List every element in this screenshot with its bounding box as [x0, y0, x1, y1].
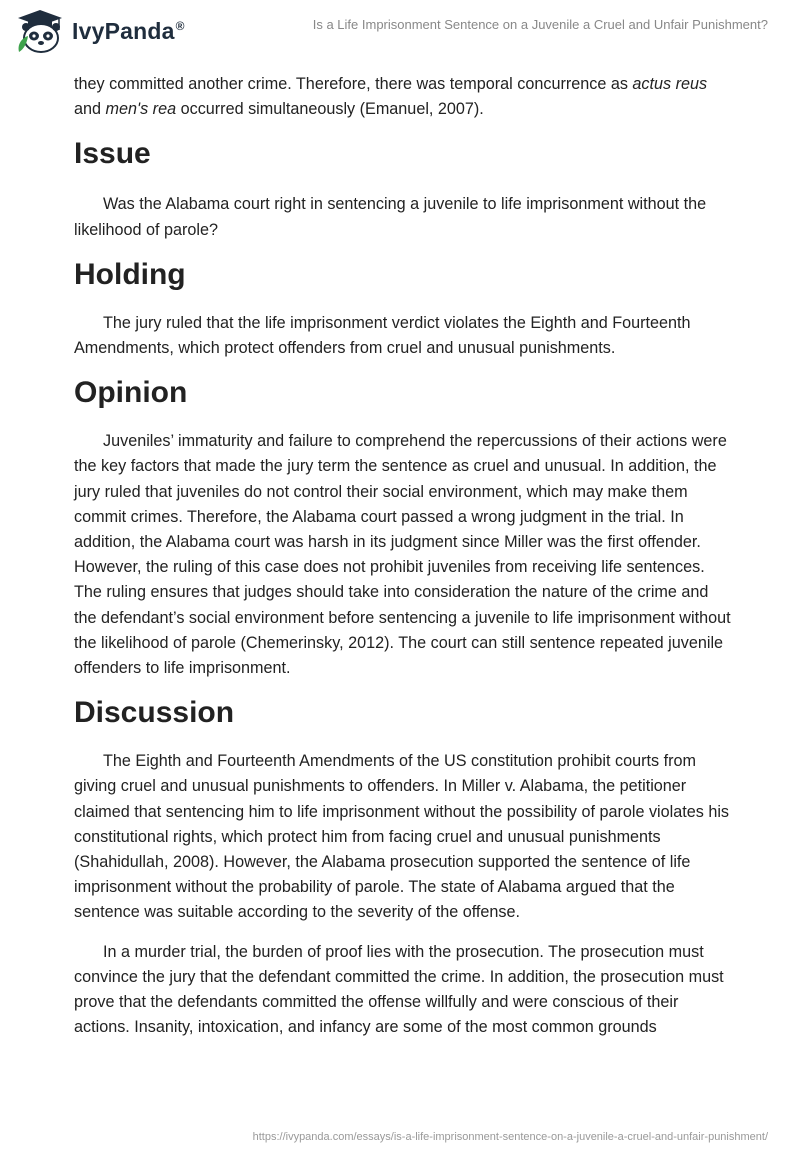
- holding-paragraph: The jury ruled that the life imprisonment verdict violates the Eighth and Fourteenth Amendments, which protect offenders from cruel and unusual punishments.: [74, 313, 691, 358]
- panda-logo-icon: [14, 8, 66, 54]
- issue-heading: Issue: [74, 137, 151, 171]
- discussion-paragraph-2: In a murder trial, the burden of proof lies with the prosecution. The prosecution must convince the jury that the defendant committed the crime. In addition, the prosecution must prove that the defendants committed the offense willfully and were conscious of their actions. Insanity, intoxication, and infancy are some of the most common grounds: [74, 942, 724, 1037]
- intro-paragraph: they committed another crime. Therefore, there was temporal concurrence as actus reus and men's rea occurred simultaneously (Emanuel, 2007).: [74, 75, 708, 119]
- holding-heading: Holding: [74, 257, 186, 291]
- issue-paragraph: Was the Alabama court right in sentencing a juvenile to life imprisonment without the likelihood of parole?: [74, 195, 707, 239]
- essay-body: [74, 72, 734, 1054]
- discussion-heading: Discussion: [74, 696, 235, 730]
- opinion-paragraph: Juveniles’ immaturity and failure to comprehend the repercussions of their actions were the key factors that made the jury term the sentence as cruel and unusual. In addition, the jury ruled that juveniles do not control their social environment, which may make them commit crimes. Therefore, the Alabama court passed a wrong judgment in the trial. In addition, the Alabama court was harsh in its judgment since Miller was the first offender. However, the ruling of this case does not prohibit juveniles from receiving life sentences. The ruling ensures that judges should take into consideration the nature of the crime and the defendant’s social environment before sentencing a juvenile to life imprisonment without the likelihood of parole (Chemerinsky, 2012). The court can still sentence repeated juvenile offenders to life imprisonment.: [74, 432, 731, 678]
- source-url[interactable]: https://ivypanda.com/essays/is-a-life-imprisonment-sentence-on-a-juvenile-a-cruel-and-unfair-punishment/: [252, 1131, 768, 1143]
- page-header: [0, 0, 800, 64]
- document-title: Is a Life Imprisonment Sentence on a Juvenile a Cruel and Unfair Punishment?: [312, 17, 768, 32]
- ivypanda-logo[interactable]: [14, 8, 185, 54]
- brand-name: IvyPanda®: [72, 17, 185, 44]
- discussion-paragraph-1: The Eighth and Fourteenth Amendments of the US constitution prohibit courts from giving cruel and unusual punishments to offenders. In Miller v. Alabama, the petitioner claimed that sentencing him to life imprisonment without the possibility of parole violates his constitutional rights, which protect him from facing cruel and unusual punishments (Shahidullah, 2008). However, the Alabama prosecution supported the sentence of life imprisonment without the probability of parole. The state of Alabama argued that the sentence was suitable according to the severity of the offense.: [74, 752, 730, 922]
- opinion-heading: Opinion: [74, 376, 188, 410]
